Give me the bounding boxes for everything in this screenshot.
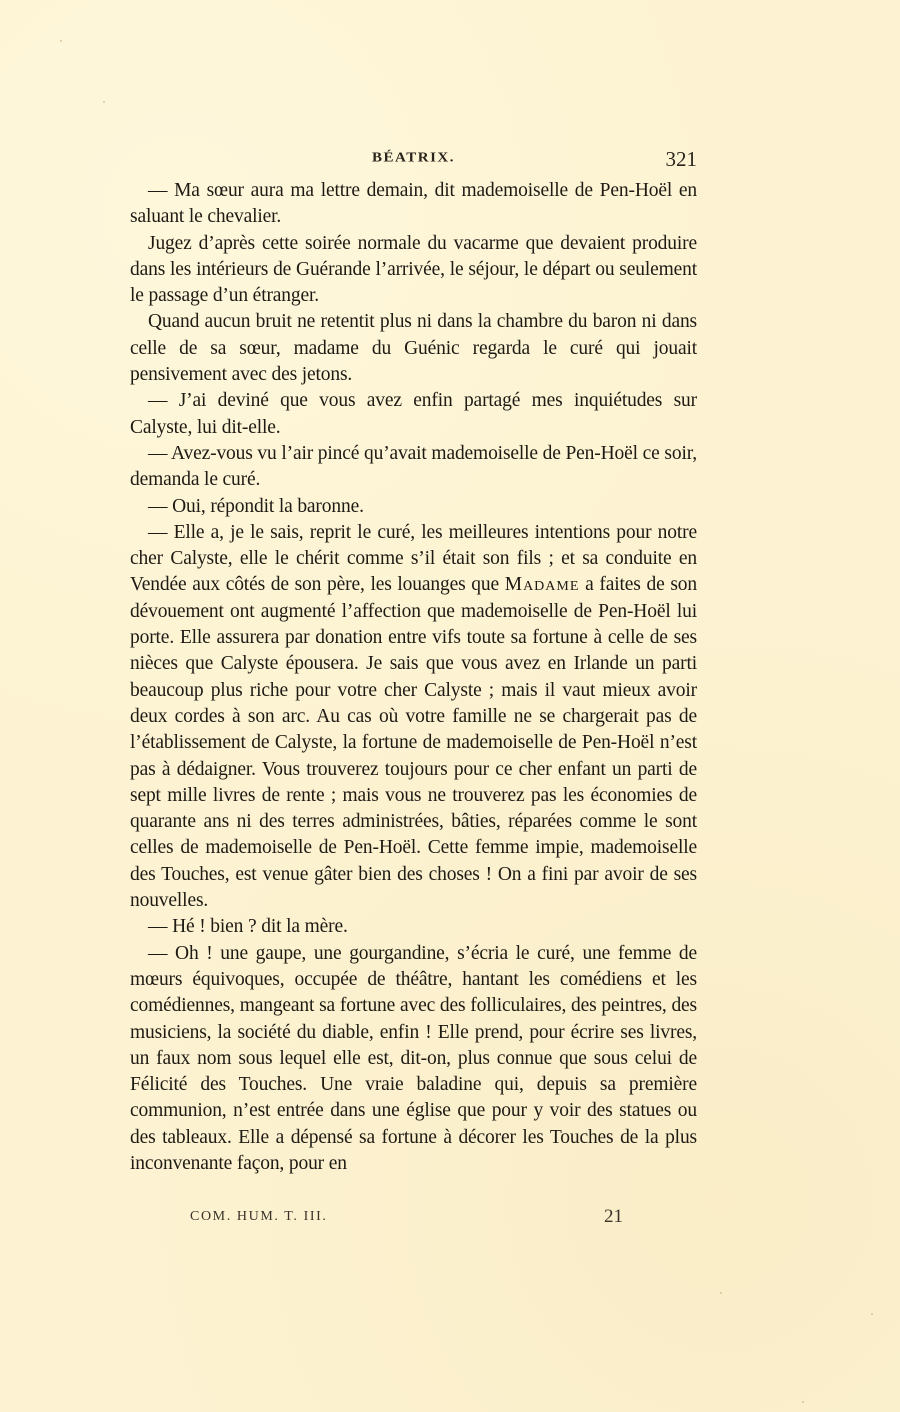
- paragraph: Jugez d’après cette soirée normale du vacarme que devaient produire dans les intérieurs de Guérande l’arrivée, le séjour, le départ ou seulement le passage d’un étranger.: [130, 232, 697, 307]
- smallcaps-name: Madame: [504, 574, 580, 596]
- paragraph: — J’ai deviné que vous avez enfin partagé mes inquiétudes sur Calyste, lui dit-elle.: [130, 390, 697, 438]
- paragraph: — Hé ! bien ? dit la mère.: [148, 916, 348, 938]
- running-title: BÉATRIX.: [372, 150, 455, 166]
- paragraph-text: a faites de son dévouement ont augmenté l’affection que mademoiselle de Pen-Hoël lui porte. Elle assurera par donation entre vifs toute sa fortune à celle de ses nièces que Calyste épousera. Je sais que vous avez en Irlande un parti beaucoup plus riche pour votre cher Calyste ; mais il vaut mieux avoir deux cordes à son arc. Au cas où votre famille ne se chargerait pas de l’établissement de Calyste, la fortune de mademoiselle de Pen-Hoël n’est pas à dédaigner. Vous trouverez toujours pour ce cher enfant un parti de sept mille livres de rente ; mais vous ne trouverez pas les économies de quarante ans ni des terres administrées, bâties, réparées comme le sont celles de mademoiselle de Pen-Hoël. Cette femme impie, mademoiselle des Touches, est venue gâter bien des choses ! On a fini par avoir de ses nouvelles.: [130, 574, 697, 912]
- paragraph: Quand aucun bruit ne retentit plus ni dans la chambre du baron ni dans celle de sa sœur, madame du Guénic regarda le curé qui jouait pensivement avec des jetons.: [130, 311, 697, 386]
- running-head: [130, 147, 697, 176]
- body-text: [130, 178, 697, 1177]
- paragraph: — Oui, répondit la baronne.: [148, 495, 364, 517]
- page-number: 321: [665, 147, 697, 171]
- paragraph: — Ma sœur aura ma lettre demain, dit mademoiselle de Pen-Hoël en saluant le chevalier.: [130, 180, 697, 228]
- book-page: [130, 147, 697, 1177]
- paper-speck: [60, 40, 62, 42]
- paragraph: — Avez-vous vu l’air pincé qu’avait mademoiselle de Pen-Hoël ce soir, demanda le curé.: [130, 442, 697, 491]
- paragraph: [130, 520, 697, 914]
- paper-speck: [720, 1292, 722, 1294]
- paragraph-text: — Elle a, je le sais, reprit le curé, les meilleures intentions pour notre cher Calyste, elle le chérit comme s’il était son fils ; et sa conduite en Vendée aux côtés de son père, les louanges que: [130, 521, 697, 596]
- paper-speck: [103, 101, 105, 103]
- signature-mark: COM. HUM. T. III.: [190, 1209, 328, 1224]
- paper-speck: [802, 1401, 804, 1403]
- paper-speck: [871, 1313, 873, 1315]
- page-footer: [190, 1206, 630, 1235]
- paragraph: — Oh ! une gaupe, une gourgandine, s’écria le curé, une femme de mœurs équivoques, occupée de théâtre, hantant les comédiens et les comédiennes, mangeant sa fortune avec des folliculaires, des peintres, des musiciens, la société du diable, enfin ! Elle prend, pour écrire ses livres, un faux nom sous lequel elle est, dit-on, plus connue que sous celui de Félicité des Touches. Une vraie baladine qui, depuis sa première communion, n’est entrée dans une église que pour y voir des statues ou des tableaux. Elle a dépensé sa fortune à décorer les Touches de la plus inconvenante façon, pour en: [130, 942, 697, 1174]
- signature-number: 21: [604, 1206, 623, 1227]
